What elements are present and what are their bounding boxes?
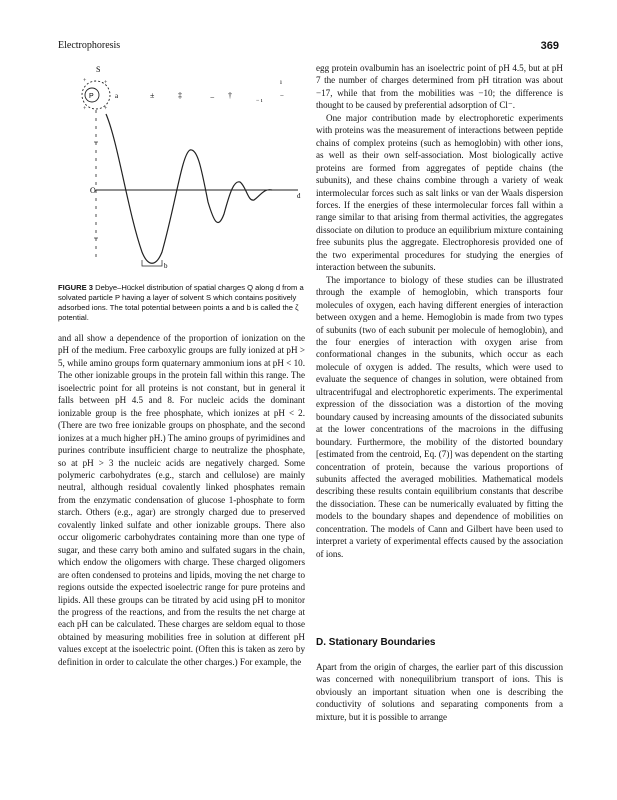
paragraph: and all show a dependence of the proportion of ionization on the pH of the medium. Free carboxylic groups are fully ionized at pH > 5, while amino groups form quaternary ammonium ions at pH < 10. The other ionizable groups in the protein fall within this range. The isoelectric point for all proteins is not constant, but in general it falls between pH 4.5 and 8. For nucleic acids the dominant ionizable group is the free phosphate, which ionizes at pH < 2. (There are two free ionizable groups on phosphate, and the second ionizes at a much higher pH.) The amino groups of pyrimidines and purines contribute insufficient charge to neutralize the phosphate, so at pH > 3 the nucleic acids are negatively charged. Some polymeric carbohydrates (e.g., starch and cellulose) are mainly neutral, although residual covalently linked phosphates remain from the enzymatic condensation of glucose 1-phosphate to form starch. Others (e.g., agar) are strongly charged due to preserved covalently linked sulfate and other ionizable groups. There also occur oligomeric carbohydrates containing more than one type of sugar, and these carry both amino and sulfated sugars in the chain, which endow the oligomers with charge. These charged oligomers are often condensed to proteins and lipids, moving the net charge to regions outside the expected isoelectric range for pure proteins and lipids. All these groups can be titrated by acid using pH to monitor the progress of the reactions, and from the results the net charge at each pH can be calculated. These charges are seldom equal to those obtained by measuring mobilities free in solution at different pH values except at the isoelectric point. (Often this is taken as zero by definition in order to calculate the other charges.) For example, the — [58, 333, 305, 667]
ion-mark: ± — [150, 91, 155, 100]
caption-text: Debye–Hückel distribution of spatial charges Q along d from a solvated particle P having a layer of solvent S which contains positively adsorbed ions. The total potential between points a and b is called the ζ potential. — [58, 283, 304, 322]
page-number: 369 — [540, 40, 559, 52]
plus-sign: + — [83, 106, 87, 112]
label-d: d — [297, 192, 301, 200]
running-head-title: Electrophoresis — [58, 40, 121, 51]
debye-huckel-diagram — [58, 62, 306, 280]
ion-mark: − ı — [256, 98, 263, 104]
paragraph: The importance to biology of these studies can be illustrated through the example of hemoglobin, which transports four molecules of oxygen, each having different energies of interaction between oxygen and a heme. Hemoglobin is made from two types of subunits (two of each subunit per molecule of hemoglobin), and the four energies of interaction with oxygen arise from conformational changes in the subunits, which occur as each molecule of oxygen is added. The results, which were used to evaluate the sequence of changes in solution, were obtained from ultracentrifugal and electrophoretic experiments. The experimental expression of the dissociation was a distortion of the moving boundary caused by increasing amounts of the dissociated subunits at the lower concentrations of the macroions in the diffusing boundary. Furthermore, the mobility of the distorted boundary [estimated from the centroid, Eq. (7)] was dependent on the starting concentration of protein, because the various proportions of subunits affected the averaged mobilities. Mathematical models describing these results contain equilibrium constants that describe the dissociation. These can be numerically evaluated by fitting the models to the boundary shapes and dependence of mobilities on concentration. The models of Cann and Gilbert have been used to interpret a variety of experimental effects caused by the association of ions. — [316, 274, 563, 559]
section-body — [316, 661, 563, 723]
ion-mark: † — [228, 91, 232, 100]
ion-mark: − — [210, 93, 215, 102]
ion-mark: − — [280, 92, 284, 100]
plus-sign: + — [104, 80, 108, 86]
ion-mark: ‡ — [178, 91, 182, 100]
paragraph: Apart from the origin of charges, the earlier part of this discussion was concerned with nonequilibrium transport of ions. This is obviously an important situation when one is describing the conductivity of solutions and separating components from a mixture, but it is possible to arrange — [316, 662, 563, 722]
label-s: S — [96, 65, 101, 74]
label-a: a — [115, 92, 119, 100]
charge-distribution-curve — [106, 114, 272, 263]
label-b: b — [164, 262, 168, 270]
caption-label: FIGURE 3 — [58, 283, 94, 292]
right-column — [316, 62, 563, 560]
plus-sign: + — [104, 106, 108, 112]
ion-mark: ı — [280, 78, 282, 86]
paragraph: One major contribution made by electrophoretic experiments with proteins was the measurement of interactions between peptide chains of complex proteins (such as hemoglobin) with other ions, as well as their own self-association. Most biologically active proteins are formed from aggregates of peptide chains (the subunits), and these chains combine through a variety of weak intermolecular forces such as salt links or van der Waals dispersion forces. If the energies of these intermolecular forces fall within a range similar to that arising from thermal activities, the aggregates dissociate on dilution to produce an equilibrium mixture containing free subunits plus the aggregate. Electrophoresis provided one of the two experimental procedures for studying the energies of interaction between the subunits. — [316, 112, 563, 273]
section-heading: D. Stationary Boundaries — [316, 637, 436, 648]
left-column — [58, 332, 305, 668]
running-head — [58, 40, 559, 54]
plus-sign: + — [83, 78, 87, 84]
label-p: P — [89, 93, 94, 100]
figure-caption — [58, 283, 308, 323]
paragraph: egg protein ovalbumin has an isoelectric point of pH 4.5, but at pH 7 the number of charges determined from pH titration was about −17, while that from the mobilities was −10; the difference is thought to be caused by preferential adsorption of Cl⁻. — [316, 63, 563, 111]
figure-3 — [58, 62, 306, 280]
label-o: O — [90, 186, 96, 195]
